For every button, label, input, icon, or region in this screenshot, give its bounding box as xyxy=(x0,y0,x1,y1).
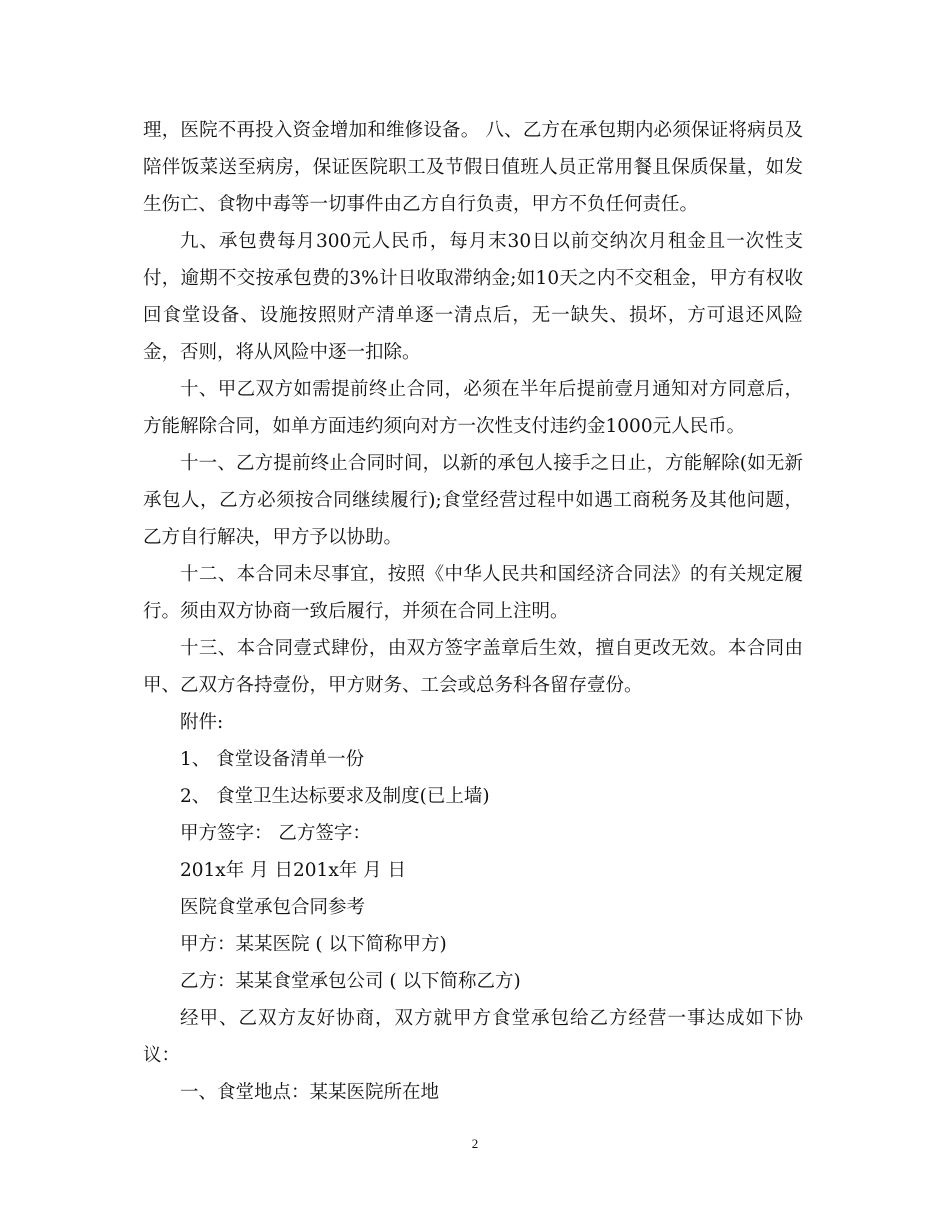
paragraph-continued-clause-8: 理，医院不再投入资金增加和维修设备。 八、乙方在承包期内必须保证将病员及陪伴饭菜送至病房，保证医院职工及节假日值班人员正常用餐且保质保量，如发生伤亡、食物中毒等一切事件由乙方自行负责，甲方不负任何责任。 xyxy=(143,120,803,215)
page-number: 2 xyxy=(471,1136,479,1151)
agreement-intro-paragraph: 经甲、乙双方友好协商，双方就甲方食堂承包给乙方经营一事达成如下协议： xyxy=(143,1008,803,1066)
paragraph-clause-10: 十、甲乙双方如需提前终止合同，必须在半年后提前壹月通知对方同意后，方能解除合同，如单方面违约须向对方一次性支付违约金1000元人民币。 xyxy=(143,379,803,437)
contract-title: 医院食堂承包合同参考 xyxy=(180,897,366,918)
attachment-item-1: 1、 食堂设备清单一份 xyxy=(180,749,365,770)
clause-1-location: 一、食堂地点：某某医院所在地 xyxy=(180,1082,440,1103)
paragraph-clause-12: 十二、本合同未尽事宜，按照《中华人民共和国经济合同法》的有关规定履行。须由双方协商一致后履行，并须在合同上注明。 xyxy=(143,564,803,622)
attachment-item-2: 2、 食堂卫生达标要求及制度(已上墙) xyxy=(180,786,490,807)
paragraph-clause-9: 九、承包费每月300元人民币，每月末30日以前交纳次月租金且一次性支付，逾期不交按承包费的3%计日收取滞纳金;如10天之内不交租金，甲方有权收回食堂设备、设施按照财产清单逐一清点后，无一缺失、损坏，方可退还风险金，否则，将从风险中逐一扣除。 xyxy=(143,231,803,363)
paragraph-clause-13: 十三、本合同壹式肆份，由双方签字盖章后生效，擅自更改无效。本合同由甲、乙双方各持壹份，甲方财务、工会或总务科各留存壹份。 xyxy=(143,638,803,696)
attachments-heading: 附件: xyxy=(180,712,224,733)
party-a-line: 甲方：某某医院 ( 以下简称甲方) xyxy=(180,934,447,955)
signature-line: 甲方签字： 乙方签字： xyxy=(180,823,371,844)
paragraph-clause-11: 十一、乙方提前终止合同时间，以新的承包人接手之日止，方能解除(如无新承包人，乙方必须按合同继续履行);食堂经营过程中如遇工商税务及其他问题，乙方自行解决，甲方予以协助。 xyxy=(143,453,803,548)
document-body xyxy=(143,112,803,1111)
party-b-line: 乙方：某某食堂承包公司 ( 以下简称乙方) xyxy=(180,971,521,992)
date-line: 201x年 月 日201x年 月 日 xyxy=(180,860,407,881)
